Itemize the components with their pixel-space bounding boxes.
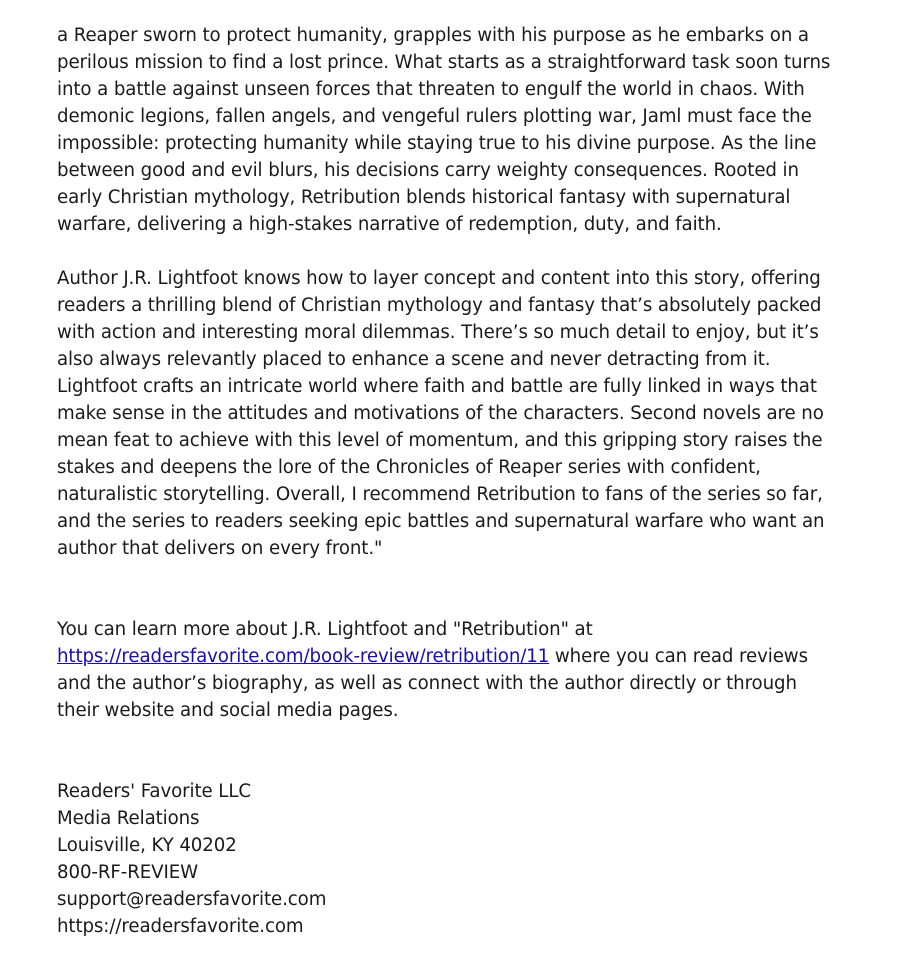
- review-paragraph-2: [57, 265, 857, 562]
- link-trailing-text: where you can read reviews: [549, 646, 808, 667]
- contact-location: Louisville, KY 40202: [57, 835, 237, 856]
- text-line: stakes and deepens the lore of the Chronicles of Reaper series with confident,: [57, 457, 761, 478]
- text-line: and the author’s biography, as well as connect with the author directly or through: [57, 673, 797, 694]
- text-line: and the series to readers seeking epic battles and supernatural warfare who want an: [57, 511, 825, 532]
- document-page: [57, 22, 857, 940]
- contact-phone: 800-RF-REVIEW: [57, 862, 199, 883]
- text-line: a Reaper sworn to protect humanity, grapples with his purpose as he embarks on a: [57, 25, 809, 46]
- text-line: with action and interesting moral dilemmas. There’s so much detail to enjoy, but it’s: [57, 322, 819, 343]
- review-paragraph-1: [57, 22, 857, 238]
- text-line: readers a thrilling blend of Christian mythology and fantasy that’s absolutely packed: [57, 295, 822, 316]
- text-line: naturalistic storytelling. Overall, I recommend Retribution to fans of the series so far,: [57, 484, 823, 505]
- text-line: their website and social media pages.: [57, 700, 399, 721]
- text-line-with-link: [57, 643, 857, 670]
- text-line: Author J.R. Lightfoot knows how to layer concept and content into this story, offering: [57, 268, 821, 289]
- text-line: perilous mission to find a lost prince. What starts as a straightforward task soon turns: [57, 52, 831, 73]
- contact-company: Readers' Favorite LLC: [57, 781, 251, 802]
- text-line: author that delivers on every front.": [57, 538, 383, 559]
- contact-email: support@readersfavorite.com: [57, 889, 327, 910]
- contact-block: [57, 778, 857, 940]
- text-line: warfare, delivering a high-stakes narrative of redemption, duty, and faith.: [57, 214, 722, 235]
- contact-department: Media Relations: [57, 808, 200, 829]
- text-line: make sense in the attitudes and motivations of the characters. Second novels are no: [57, 403, 824, 424]
- text-line: into a battle against unseen forces that threaten to engulf the world in chaos. With: [57, 79, 805, 100]
- text-line: mean feat to achieve with this level of momentum, and this gripping story raises the: [57, 430, 823, 451]
- text-line: also always relevantly placed to enhance a scene and never detracting from it.: [57, 349, 771, 370]
- review-link[interactable]: https://readersfavorite.com/book-review/retribution/11: [57, 646, 550, 667]
- learn-more-paragraph: [57, 616, 857, 724]
- paragraph-spacer: [57, 724, 857, 778]
- text-line: Lightfoot crafts an intricate world where faith and battle are fully linked in ways that: [57, 376, 817, 397]
- text-line: between good and evil blurs, his decisions carry weighty consequences. Rooted in: [57, 160, 799, 181]
- text-line: demonic legions, fallen angels, and vengeful rulers plotting war, Jaml must face the: [57, 106, 812, 127]
- paragraph-spacer: [57, 238, 857, 265]
- text-line: impossible: protecting humanity while staying true to his divine purpose. As the line: [57, 133, 817, 154]
- contact-website: https://readersfavorite.com: [57, 916, 304, 937]
- paragraph-spacer: [57, 562, 857, 616]
- text-line: You can learn more about J.R. Lightfoot and "Retribution" at: [57, 619, 593, 640]
- text-line: early Christian mythology, Retribution blends historical fantasy with supernatural: [57, 187, 791, 208]
